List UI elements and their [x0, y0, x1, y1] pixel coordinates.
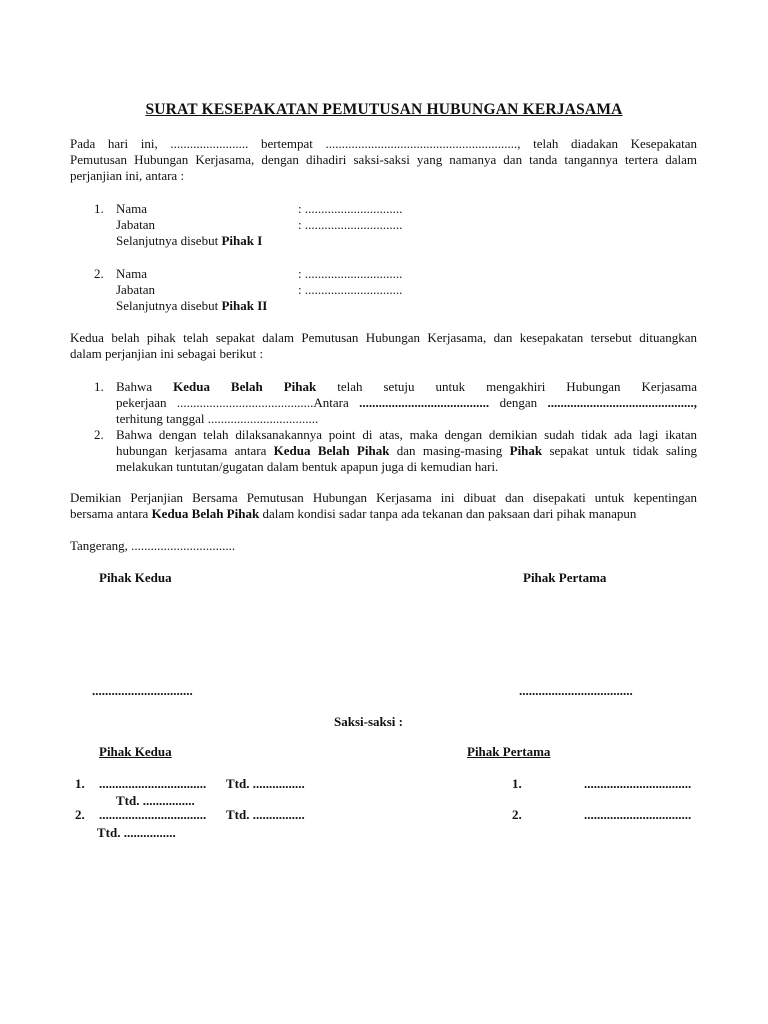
signature-left-label: Pihak Kedua [99, 570, 172, 585]
closing-text-c: dalam kondisi sadar tanpa ada tekanan dan paksaan dari pihak manapun [262, 506, 637, 521]
party-2-position-value: : .............................. [298, 282, 403, 297]
intro-line-2: Pemutusan Hubungan Kerjasama, dengan dihadiri saksi-saksi yang namanya dan tanda tangannya tertera dalam [70, 152, 697, 167]
party-1-name-label: Nama [116, 201, 148, 216]
agreement-intro-line-1: Kedua belah pihak telah sepakat dalam Pemutusan Hubungan Kerjasama, dan kesepakatan tersebut dituangkan [70, 330, 697, 345]
witness-2-right-line: ................................. [584, 807, 692, 822]
witness-1-right-number: 1. [512, 776, 522, 791]
clause-1-body [116, 379, 697, 427]
clause-1-line-1 [116, 379, 697, 395]
clause-1-line-2 [116, 395, 697, 411]
clause-2-body [116, 427, 697, 475]
document-title: SURAT KESEPAKATAN PEMUTUSAN HUBUNGAN KERJASAMA [145, 101, 623, 118]
party-2-number: 2. [94, 266, 104, 281]
witness-1-ttd: Ttd. ................ [226, 776, 305, 791]
party-2-name-label: Nama [116, 266, 148, 281]
clause-2-bold-b1: Kedua Belah Pihak [273, 443, 390, 458]
closing-bold: Kedua Belah Pihak [151, 506, 260, 521]
party-2-referred [116, 298, 267, 314]
party-1-referred [116, 233, 262, 249]
closing-line-1: Demikian Perjanjian Bersama Pemutusan Hubungan Kerjasama ini dibuat dan disepakati untuk kepentingan [70, 490, 697, 505]
party-1-position-label: Jabatan [116, 217, 155, 232]
party-1-name-value: : .............................. [298, 201, 403, 216]
agreement-intro-line-2: dalam perjanjian ini sebagai berikut : [70, 346, 264, 361]
clause-2-text-a2: hubungan kerjasama antara [116, 443, 267, 458]
witnesses-right-label: Pihak Pertama [467, 744, 551, 759]
party-2-position-label: Jabatan [116, 282, 155, 297]
clause-2-line-3: melakukan tuntutan/gugatan dalam bentuk apapun juga di kemudian hari. [116, 459, 499, 474]
witness-1-right-line: ................................. [584, 776, 692, 791]
clause-1-bold-b1: Kedua Belah Pihak [173, 379, 317, 394]
clause-1-line-3: terhitung tanggal .................................. [116, 411, 319, 426]
witnesses-heading: Saksi-saksi : [334, 714, 403, 729]
party-2-referred-prefix: Selanjutnya disebut [116, 298, 219, 313]
clause-2-text-a4: sepakat untuk tidak saling [549, 443, 698, 458]
witness-2-number: 2. [75, 807, 85, 822]
closing-text-a: bersama antara [70, 506, 149, 521]
intro-line-1: Pada hari ini, ........................ bertempat ..........................................................., telah diadakan Kesepakatan [70, 136, 697, 151]
witness-2-right-number: 2. [512, 807, 522, 822]
clause-1-text-a2: telah setuju untuk mengakhiri Hubungan Kerjasama [337, 379, 698, 394]
witnesses-left-label: Pihak Kedua [99, 744, 172, 759]
clause-2-line-2 [116, 443, 697, 459]
party-1-position-value: : .............................. [298, 217, 403, 232]
signature-right-label: Pihak Pertama [523, 570, 607, 585]
party-1-referred-as: Pihak I [221, 233, 263, 248]
clause-1-text-a4: dengan [499, 395, 538, 410]
party-2-name-value: : .............................. [298, 266, 403, 281]
clause-1-bold-b3: ............................................., [547, 395, 697, 410]
clause-2-number: 2. [94, 427, 104, 442]
clause-2-bold-b2: Pihak [509, 443, 543, 458]
witness-2-ttd-wrap: Ttd. ................ [97, 825, 176, 840]
signature-left-line: ............................... [92, 683, 193, 698]
clause-1-number: 1. [94, 379, 104, 394]
party-2-referred-as: Pihak II [221, 298, 268, 313]
clause-2-line-1: Bahwa dengan telah dilaksanakannya point di atas, maka dengan demikian sudah tidak ada lagi ikatan [116, 427, 697, 442]
place-date: Tangerang, ................................ [70, 538, 236, 553]
witness-1-number: 1. [75, 776, 85, 791]
signature-right-line: ................................... [519, 683, 633, 698]
clause-1-text-a1: Bahwa [116, 379, 153, 394]
party-1-number: 1. [94, 201, 104, 216]
witness-2-line: ................................. [99, 807, 207, 822]
closing-line-2 [70, 506, 697, 522]
witness-1-ttd-wrap: Ttd. ................ [116, 793, 195, 808]
clause-2-text-a3: dan masing-masing [396, 443, 503, 458]
party-1-referred-prefix: Selanjutnya disebut [116, 233, 219, 248]
intro-line-3: perjanjian ini, antara : [70, 168, 185, 183]
witness-2-ttd: Ttd. ................ [226, 807, 305, 822]
clause-1-bold-b2: ........................................ [359, 395, 490, 410]
clause-1-text-a3: pekerjaan ..........................................Antara [116, 395, 349, 410]
witness-1-line: ................................. [99, 776, 207, 791]
